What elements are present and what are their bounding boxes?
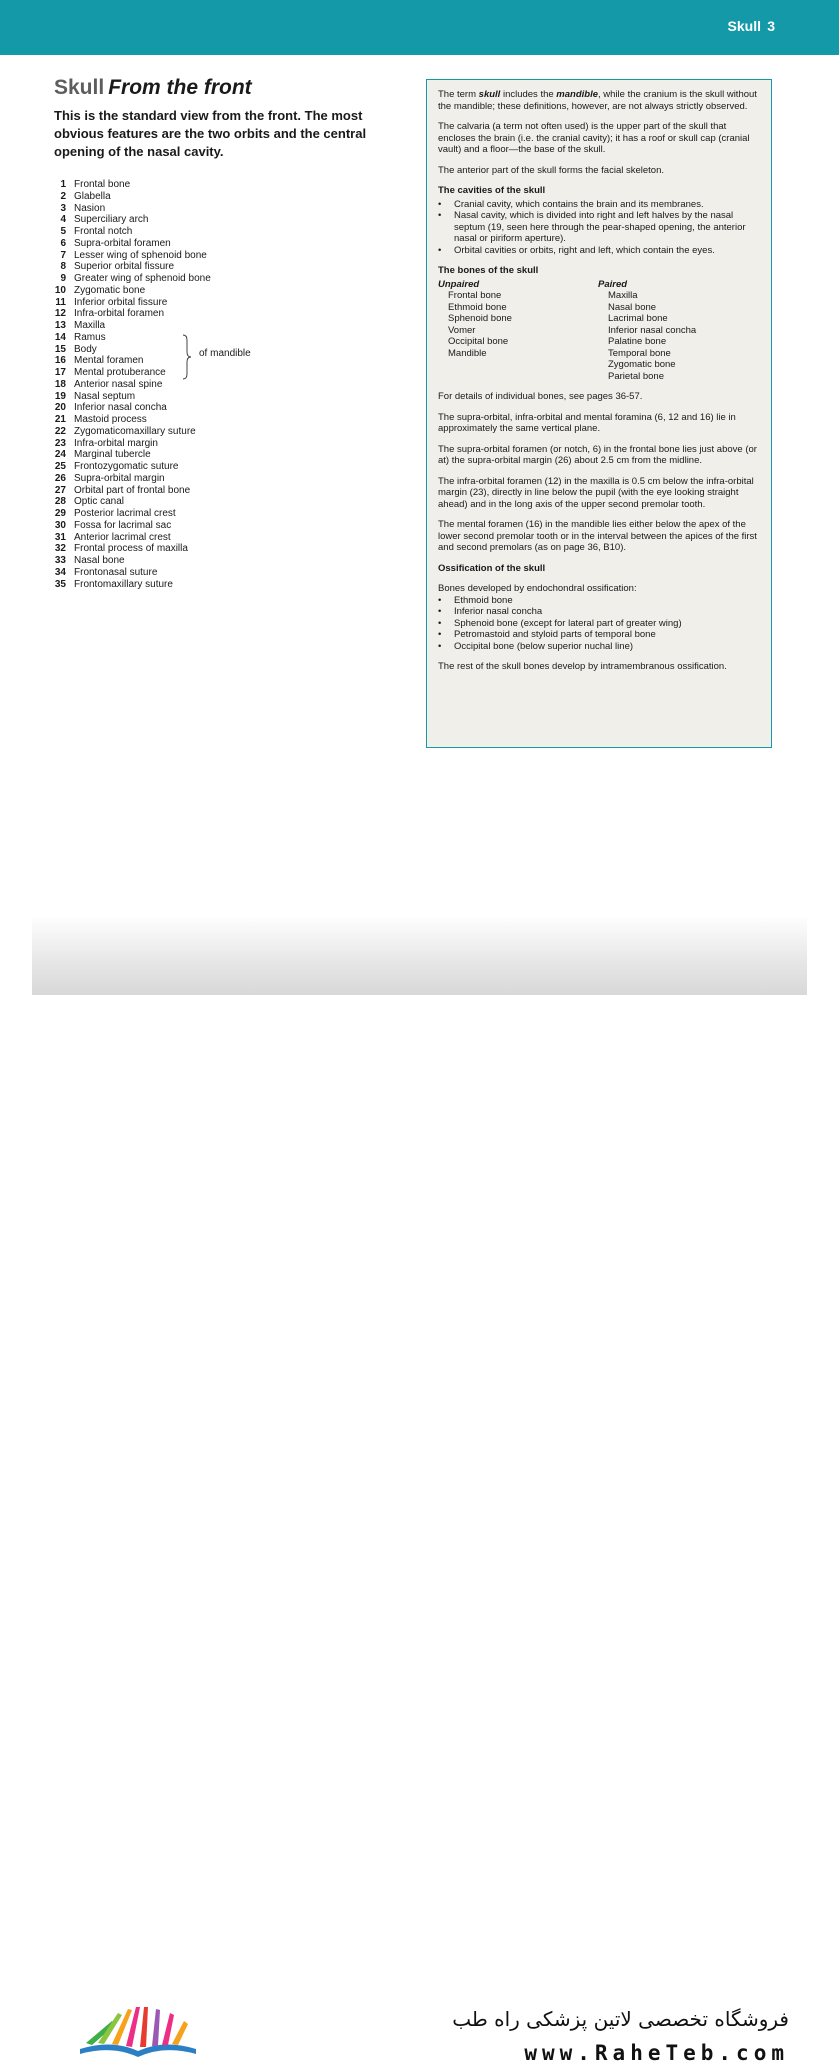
ossification-item: • Occipital bone (below superior nuchal line) bbox=[438, 641, 760, 653]
box-paragraph-4: For details of individual bones, see pages 36-57. bbox=[438, 391, 643, 402]
label-text: Frontal process of maxilla bbox=[74, 543, 188, 555]
box-paragraph-6: The supra-orbital foramen (or notch, 6) in the frontal bone lies just above (or at) the supra-orbital margin (26) about 2.5 cm from the midline. bbox=[438, 443, 757, 466]
unpaired-heading: Unpaired bbox=[438, 278, 480, 290]
paired-bone: Parietal bone bbox=[608, 370, 664, 382]
paired-column bbox=[598, 279, 758, 383]
label-number: 4 bbox=[60, 214, 66, 226]
info-box bbox=[426, 79, 772, 748]
label-item bbox=[54, 485, 384, 497]
label-item bbox=[54, 461, 384, 473]
label-item bbox=[54, 379, 384, 391]
label-number: 6 bbox=[60, 237, 66, 249]
unpaired-bone: Mandible bbox=[448, 347, 487, 359]
label-number: 26 bbox=[54, 472, 66, 484]
unpaired-bone: Ethmoid bone bbox=[448, 301, 507, 313]
label-text: Frontonasal suture bbox=[74, 566, 158, 578]
label-number: 17 bbox=[54, 367, 66, 378]
mandible-group-label: of mandible bbox=[199, 348, 251, 359]
label-text: Greater wing of sphenoid bone bbox=[74, 273, 211, 284]
label-text: Superciliary arch bbox=[74, 214, 149, 226]
label-number: 18 bbox=[54, 378, 66, 390]
label-item bbox=[54, 308, 384, 320]
label-text: Maxilla bbox=[74, 320, 106, 331]
label-text: Nasal bone bbox=[74, 555, 125, 566]
label-item bbox=[54, 191, 384, 203]
page-title bbox=[54, 75, 394, 101]
bones-table bbox=[438, 279, 760, 383]
label-number: 22 bbox=[54, 425, 66, 437]
label-number: 31 bbox=[54, 531, 66, 543]
label-item bbox=[54, 555, 384, 567]
label-number: 20 bbox=[54, 402, 66, 414]
unpaired-column bbox=[438, 279, 598, 383]
label-item bbox=[54, 543, 384, 555]
running-head bbox=[728, 18, 761, 34]
label-item bbox=[54, 250, 384, 262]
label-number: 27 bbox=[54, 484, 66, 496]
label-item bbox=[54, 367, 384, 379]
title-main: Skull bbox=[54, 76, 105, 99]
ossification-item: • Petromastoid and styloid parts of temporal bone bbox=[438, 629, 760, 641]
label-number: 8 bbox=[60, 261, 66, 273]
paired-bone: Temporal bone bbox=[608, 347, 671, 359]
label-item bbox=[54, 473, 384, 485]
unpaired-bone: Frontal bone bbox=[448, 290, 502, 301]
label-number: 2 bbox=[60, 190, 66, 202]
label-number: 25 bbox=[54, 461, 66, 472]
paired-bone: Inferior nasal concha bbox=[608, 324, 697, 336]
label-item bbox=[54, 332, 384, 344]
paired-bone: Lacrimal bone bbox=[608, 313, 668, 324]
label-number: 19 bbox=[54, 390, 66, 402]
cavities-heading: The cavities of the skull bbox=[438, 185, 546, 196]
label-text: Frontal notch bbox=[74, 226, 133, 237]
label-item bbox=[54, 285, 384, 297]
label-number: 28 bbox=[54, 496, 66, 508]
label-item bbox=[54, 449, 384, 461]
box-paragraph-8: The mental foramen (16) in the mandible lies either below the apex of the lower second premolar tooth or in the interval between the apices of the first and second premolars (as on page 36, B10). bbox=[438, 519, 757, 553]
left-column bbox=[54, 75, 394, 161]
label-item bbox=[54, 261, 384, 273]
box-paragraph-9: The rest of the skull bones develop by intramembranous ossification. bbox=[438, 661, 727, 672]
paired-bone: Nasal bone bbox=[608, 301, 657, 313]
label-number: 29 bbox=[54, 508, 66, 519]
label-text: Zygomatic bone bbox=[74, 284, 146, 296]
label-text: Posterior lacrimal crest bbox=[74, 508, 176, 519]
unpaired-bone: Vomer bbox=[448, 324, 476, 336]
label-text: Orbital part of frontal bone bbox=[74, 484, 191, 496]
label-item bbox=[54, 426, 384, 438]
label-text: Fossa for lacrimal sac bbox=[74, 519, 172, 531]
label-item bbox=[54, 214, 384, 226]
label-item bbox=[54, 438, 384, 450]
label-item bbox=[54, 320, 384, 332]
label-number: 10 bbox=[54, 284, 66, 296]
label-text: Lesser wing of sphenoid bone bbox=[74, 249, 207, 261]
label-number: 5 bbox=[60, 226, 66, 237]
label-text: Mastoid process bbox=[74, 414, 147, 425]
book-logo-icon bbox=[72, 1999, 204, 2059]
box-paragraph-2: The calvaria (a term not often used) is the upper part of the skull that encloses the brain (i.e. the cranial cavity); it has a roof or skull cap (cranial vault) and a floor—the base of the skull. bbox=[438, 121, 750, 155]
label-item bbox=[54, 496, 384, 508]
label-number: 14 bbox=[54, 331, 66, 343]
box-paragraph-1: The term skull includes the mandible, while the cranium is the skull without the mandible; these definitions, however, are not always strictly observed. bbox=[438, 89, 757, 112]
shop-name: فروشگاه تخصصی لاتین پزشکی راه طب bbox=[452, 2007, 789, 2031]
page-number: 3 bbox=[767, 18, 775, 34]
label-item bbox=[54, 579, 384, 591]
label-number: 30 bbox=[54, 519, 66, 531]
intro-text: This is the standard view from the front. The most obvious features are the two orbits and the central opening of the nasal cavity. bbox=[54, 108, 367, 159]
cavities-list bbox=[438, 199, 760, 257]
paired-bone: Maxilla bbox=[608, 290, 638, 301]
label-text: Zygomaticomaxillary suture bbox=[74, 425, 196, 437]
label-number: 1 bbox=[60, 179, 66, 190]
label-number: 7 bbox=[60, 249, 66, 261]
label-text: Frontozygomatic suture bbox=[74, 461, 179, 472]
footer-fade bbox=[32, 915, 807, 995]
label-item bbox=[54, 508, 384, 520]
cavity-item: • Nasal cavity, which is divided into right and left halves by the nasal septum (19, seen here through the pear-shaped opening, the anterior nasal or piriform aperture). bbox=[438, 210, 760, 245]
label-text: Superior orbital fissure bbox=[74, 261, 175, 273]
label-item bbox=[54, 567, 384, 579]
page-header-bar bbox=[0, 0, 839, 55]
label-number: 13 bbox=[54, 320, 66, 331]
label-number: 9 bbox=[60, 273, 66, 284]
label-text: Optic canal bbox=[74, 496, 125, 508]
label-number: 11 bbox=[55, 296, 66, 308]
label-text: Nasion bbox=[74, 202, 106, 214]
label-item bbox=[54, 414, 384, 426]
label-number: 33 bbox=[54, 555, 66, 566]
footer-banner bbox=[0, 995, 839, 2065]
label-text: Inferior nasal concha bbox=[74, 402, 167, 414]
paired-heading: Paired bbox=[598, 278, 628, 290]
label-text: Frontomaxillary suture bbox=[74, 578, 173, 590]
label-number: 21 bbox=[54, 414, 66, 425]
label-text: Mental foramen bbox=[74, 355, 144, 367]
label-item bbox=[54, 520, 384, 532]
box-paragraph-3: The anterior part of the skull forms the facial skeleton. bbox=[438, 164, 664, 176]
label-text: Mental protuberance bbox=[74, 367, 166, 378]
label-item bbox=[54, 238, 384, 250]
ossification-intro: Bones developed by endochondral ossification: bbox=[438, 583, 637, 594]
label-text: Infra-orbital margin bbox=[74, 437, 158, 449]
label-number: 15 bbox=[54, 343, 66, 355]
label-item bbox=[54, 273, 384, 285]
label-item bbox=[54, 391, 384, 403]
ossification-heading: Ossification of the skull bbox=[438, 562, 546, 574]
label-text: Infra-orbital foramen bbox=[74, 308, 165, 320]
section-title: Skull bbox=[727, 18, 761, 34]
label-list bbox=[54, 179, 384, 590]
cavity-item: • Orbital cavities or orbits, right and left, which contain the eyes. bbox=[438, 245, 760, 257]
ossification-item: • Sphenoid bone (except for lateral part of greater wing) bbox=[438, 618, 760, 630]
label-item bbox=[54, 179, 384, 191]
label-text: Supra-orbital margin bbox=[74, 472, 165, 484]
box-paragraph-5: The supra-orbital, infra-orbital and mental foramina (6, 12 and 16) lie in approximately the same vertical plane. bbox=[438, 411, 736, 434]
label-item bbox=[54, 532, 384, 544]
label-item bbox=[54, 226, 384, 238]
label-text: Supra-orbital foramen bbox=[74, 237, 171, 249]
bones-heading: The bones of the skull bbox=[438, 265, 539, 276]
unpaired-bone: Sphenoid bone bbox=[448, 313, 512, 324]
label-number: 34 bbox=[54, 566, 66, 578]
label-number: 12 bbox=[54, 308, 66, 320]
label-text: Nasal septum bbox=[74, 390, 136, 402]
unpaired-bone: Occipital bone bbox=[448, 336, 509, 347]
title-sub: From the front bbox=[108, 76, 252, 99]
label-text: Marginal tubercle bbox=[74, 449, 151, 461]
label-text: Ramus bbox=[74, 331, 106, 343]
label-number: 16 bbox=[54, 355, 66, 367]
label-text: Anterior nasal spine bbox=[74, 378, 163, 390]
label-number: 35 bbox=[54, 578, 66, 590]
box-paragraph-7: The infra-orbital foramen (12) in the maxilla is 0.5 cm below the infra-orbital margin (23), directly in line below the pupil (with the eye looking straight ahead) and in the long axis of the upper second premolar tooth. bbox=[438, 475, 754, 510]
label-text: Anterior lacrimal crest bbox=[74, 531, 171, 543]
ossification-list bbox=[438, 595, 760, 653]
paired-bone: Zygomatic bone bbox=[608, 359, 676, 370]
label-text: Frontal bone bbox=[74, 179, 131, 190]
label-text: Body bbox=[74, 343, 97, 355]
label-text: Glabella bbox=[74, 190, 111, 202]
ossification-item: • Inferior nasal concha bbox=[438, 606, 760, 618]
label-item bbox=[54, 297, 384, 309]
label-number: 3 bbox=[60, 202, 66, 214]
brace-icon bbox=[182, 334, 192, 380]
ossification-item: • Ethmoid bone bbox=[438, 595, 760, 607]
label-number: 24 bbox=[54, 449, 66, 461]
label-item bbox=[54, 203, 384, 215]
paired-bone: Palatine bone bbox=[608, 336, 667, 347]
cavity-item: • Cranial cavity, which contains the brain and its membranes. bbox=[438, 199, 760, 211]
label-text: Inferior orbital fissure bbox=[74, 296, 168, 308]
label-number: 23 bbox=[54, 437, 66, 449]
label-number: 32 bbox=[54, 543, 66, 555]
label-item bbox=[54, 402, 384, 414]
website-url[interactable]: www.RaheTeb.com bbox=[524, 2041, 789, 2065]
